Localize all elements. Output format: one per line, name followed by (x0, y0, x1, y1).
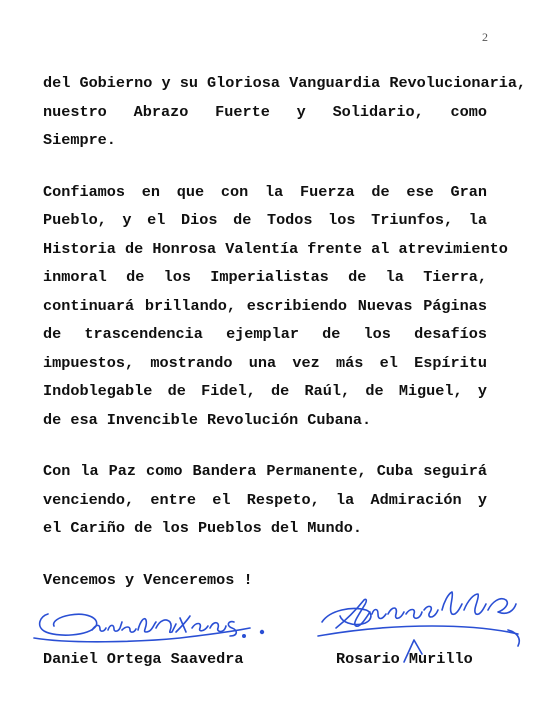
text-line: Pueblo, y el Dios de Todos los Triunfos, la (43, 211, 487, 229)
signature-ink (34, 614, 263, 642)
letter-body (43, 69, 527, 594)
text-line: el Cariño de los Pueblos del Mundo. (43, 519, 362, 537)
text-line: Con la Paz como Bandera Permanente, Cuba seguirá (43, 462, 487, 480)
signer-name-murillo: Rosario Murillo (336, 650, 473, 668)
page-number: 2 (482, 30, 488, 44)
text-line: venciendo, entre el Respeto, la Admiración y (43, 490, 487, 509)
text-line: inmoral de los Imperialistas de la Tierra, (43, 268, 487, 286)
paragraph (43, 69, 527, 155)
paragraph (43, 178, 508, 435)
text-line: de esa Invencible Revolución Cubana. (43, 410, 372, 429)
closing-line: Vencemos y Venceremos ! (43, 570, 253, 589)
text-line: Indoblegable de Fidel, de Raúl, de Miguel, y (43, 382, 487, 400)
text-line: Siempre. (43, 131, 116, 149)
signature-ortega (30, 598, 280, 650)
text-line: impuestos, mostrando una vez más el Espíritu (43, 353, 487, 372)
text-line: de trascendencia ejemplar de los desafíos (43, 325, 487, 343)
paragraph (43, 457, 487, 543)
text-line: Historia de Honrosa Valentía frente al atrevimiento (43, 239, 508, 258)
text-line: Confiamos en que con la Fuerza de ese Gran (43, 182, 487, 201)
signer-name-ortega: Daniel Ortega Saavedra (43, 650, 244, 668)
text-line: del Gobierno y su Gloriosa Vanguardia Revolucionaria, (43, 74, 527, 92)
text-line: nuestro Abrazo Fuerte y Solidario, como (43, 102, 487, 121)
text-line: continuará brillando, escribiendo Nuevas Páginas (43, 296, 487, 315)
